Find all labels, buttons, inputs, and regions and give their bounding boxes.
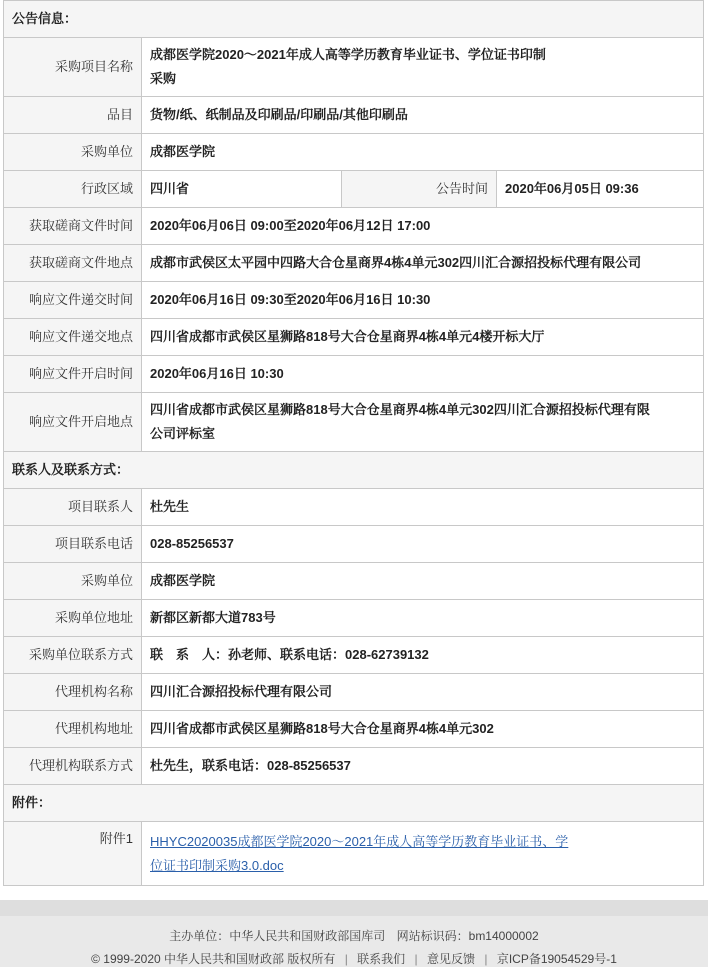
row-region-time [4,171,704,208]
row-category [4,97,704,134]
section-contact-info: 联系人及联系方式： [4,452,704,489]
row-project-contact [4,489,704,526]
purchaser-label: 采购单位 [4,134,142,171]
footer-line2 [0,950,708,968]
category-label: 品目 [4,97,142,134]
category-value: 货物/纸、纸制品及印刷品/印刷品/其他印刷品 [142,97,704,134]
notice-time-value: 2020年06月05日 09:36 [497,171,704,208]
submit-time-value: 2020年06月16日 09:30至2020年06月16日 10:30 [142,282,704,319]
get-doc-place-value: 成都市武侯区太平园中四路大合仓星商界4栋4单元302四川汇合源招投标代理有限公司 [142,245,704,282]
purchaser-contact-label: 采购单位联系方式 [4,637,142,674]
region-value: 四川省 [142,171,342,208]
footer-separator: | [344,952,348,966]
purchaser-addr-value: 新都区新都大道783号 [142,600,704,637]
row-agency-contact [4,748,704,785]
feedback-link[interactable]: 意见反馈 [426,952,475,966]
footer-separator: | [414,952,418,966]
agency-contact-value: 杜先生，联系电话：028-85256537 [142,748,704,785]
project-phone-label: 项目联系电话 [4,526,142,563]
row-open-time [4,356,704,393]
agency-addr-value: 四川省成都市武侯区星狮路818号大合仓星商界4栋4单元302 [142,711,704,748]
row-purchaser [4,134,704,171]
open-time-value: 2020年06月16日 10:30 [142,356,704,393]
open-time-label: 响应文件开启时间 [4,356,142,393]
submit-time-label: 响应文件递交时间 [4,282,142,319]
footer-line1 [0,927,708,945]
section-notice-info: 公告信息： [4,1,704,38]
agency-value: 四川汇合源招投标代理有限公司 [142,674,704,711]
footer-copyright: © 1999-2020 中华人民共和国财政部 版权所有 [91,952,336,966]
footer-sponsor: 主办单位：中华人民共和国财政部国库司 [169,929,386,943]
icp-link[interactable]: 京ICP备19054529号-1 [496,952,617,966]
contact-us-link[interactable]: 联系我们 [357,952,406,966]
get-doc-time-value: 2020年06月06日 09:00至2020年06月12日 17:00 [142,208,704,245]
purchaser-contact-value: 联 系 人：孙老师、联系电话：028-62739132 [142,637,704,674]
site-footer [0,900,708,967]
row-purchaser-addr [4,600,704,637]
contact-purchaser-label: 采购单位 [4,563,142,600]
agency-addr-label: 代理机构地址 [4,711,142,748]
open-place-label: 响应文件开启地点 [4,393,142,452]
row-submit-time [4,282,704,319]
row-attachment [4,822,704,886]
attachment-link[interactable] [150,834,568,873]
attachment-link-line2[interactable]: 位证书印制采购3.0.doc [150,857,284,873]
footer-separator: | [484,952,488,966]
row-get-doc-time [4,208,704,245]
announcement-table [3,0,704,886]
attachment-link-line1[interactable]: HHYC2020035成都医学院2020～2021年成人高等学历教育毕业证书、学 [150,833,569,849]
row-get-doc-place [4,245,704,282]
attachment-label: 附件1 [4,822,142,886]
announcement-container [3,0,703,886]
open-place-line2: 公司评标室 [150,426,216,441]
row-open-place [4,393,704,452]
purchaser-addr-label: 采购单位地址 [4,600,142,637]
row-contact-purchaser [4,563,704,600]
row-project-phone [4,526,704,563]
open-place-line1: 四川省成都市武侯区星狮路818号大合仓星商界4栋4单元302四川汇合源招投标代理有限 [150,402,650,417]
submit-place-label: 响应文件递交地点 [4,319,142,356]
project-name-value [142,38,704,97]
project-name-line1: 成都医学院2020～2021年成人高等学历教育毕业证书、学位证书印制 [150,47,546,62]
contact-purchaser-value: 成都医学院 [142,563,704,600]
footer-site-id: 网站标识码：bm14000002 [396,929,539,943]
project-name-line2: 采购 [150,71,177,86]
row-project-name [4,38,704,97]
project-phone-value: 028-85256537 [142,526,704,563]
notice-time-label: 公告时间 [342,171,497,208]
project-contact-label: 项目联系人 [4,489,142,526]
get-doc-time-label: 获取磋商文件时间 [4,208,142,245]
row-agency [4,674,704,711]
row-submit-place [4,319,704,356]
row-agency-addr [4,711,704,748]
submit-place-value: 四川省成都市武侯区星狮路818号大合仓星商界4栋4单元4楼开标大厅 [142,319,704,356]
agency-contact-label: 代理机构联系方式 [4,748,142,785]
project-name-label: 采购项目名称 [4,38,142,97]
row-purchaser-contact [4,637,704,674]
section-attachment: 附件： [4,785,704,822]
agency-label: 代理机构名称 [4,674,142,711]
open-place-value [142,393,704,452]
attachment-value [142,822,704,886]
project-contact-value: 杜先生 [142,489,704,526]
purchaser-value: 成都医学院 [142,134,704,171]
get-doc-place-label: 获取磋商文件地点 [4,245,142,282]
region-label: 行政区域 [4,171,142,208]
